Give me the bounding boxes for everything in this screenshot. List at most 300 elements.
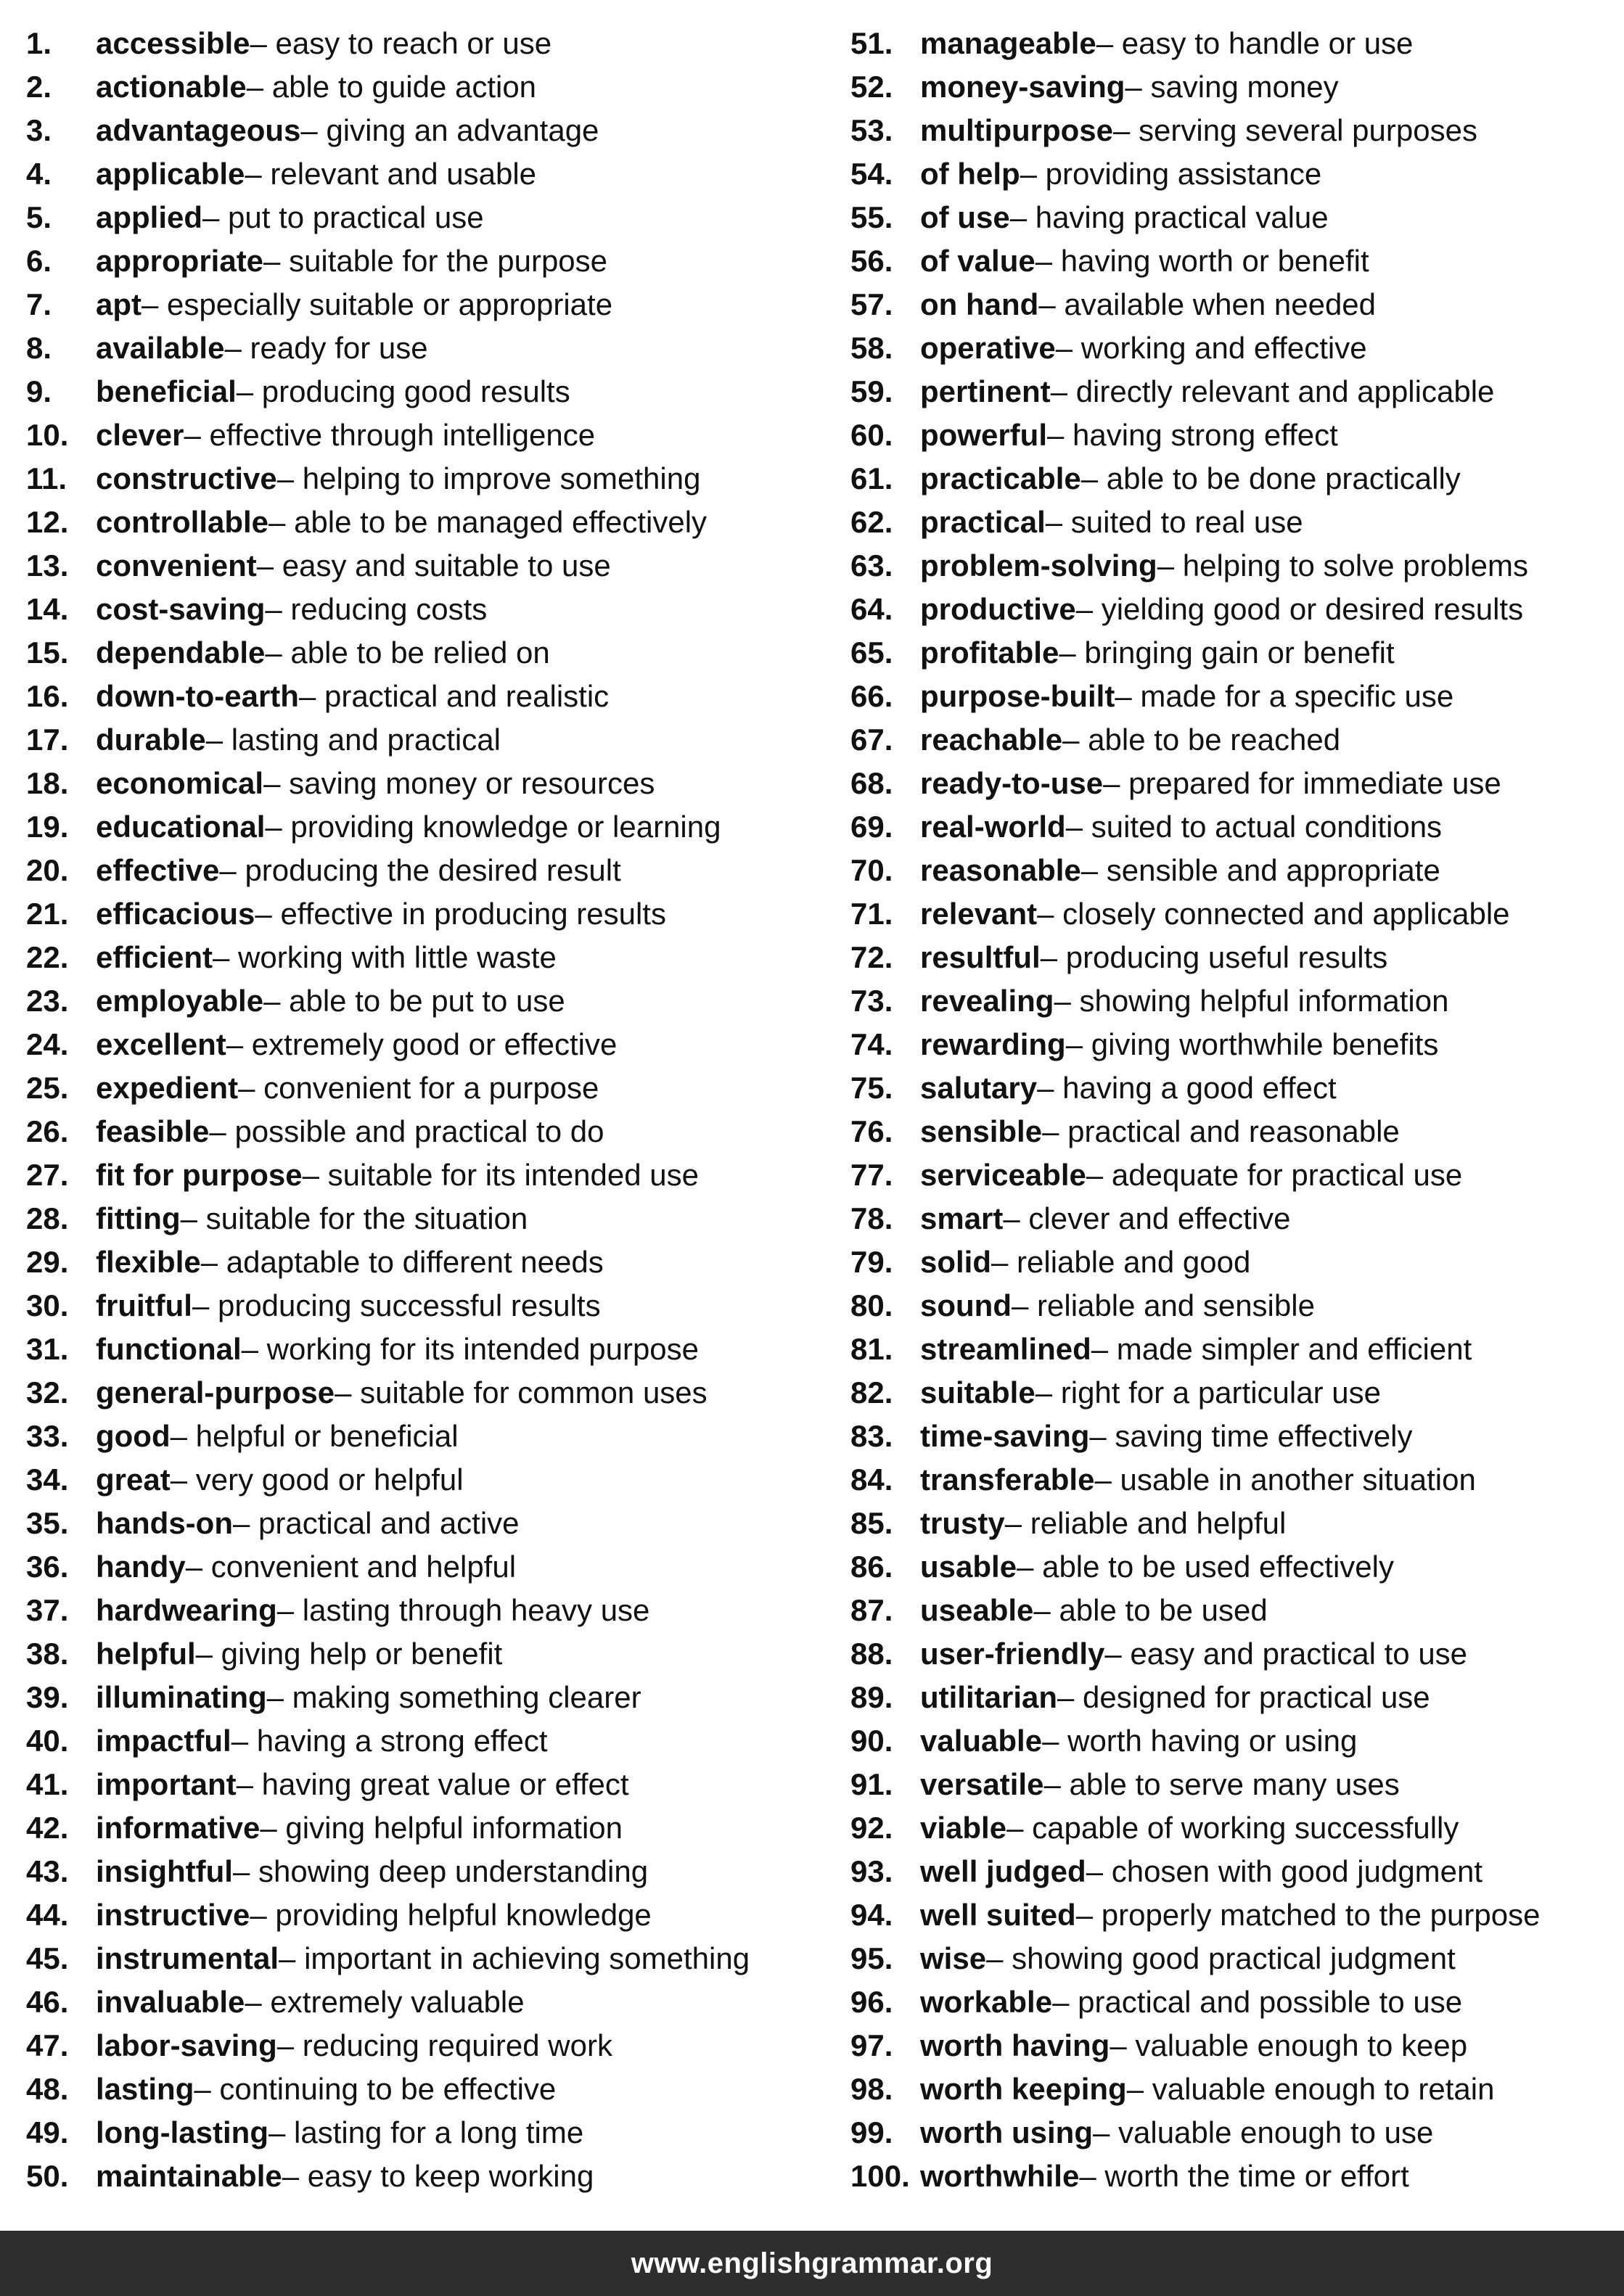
list-item-number: 74.: [850, 1027, 893, 1061]
list-item: [850, 370, 1624, 413]
list-item-number: 88.: [850, 1637, 893, 1671]
list-item-definition: – giving worthwhile benefits: [1065, 1027, 1439, 1061]
list-item-term: insightful: [96, 1854, 233, 1888]
list-item: [850, 1240, 1624, 1284]
word-list: [0, 22, 1624, 2198]
list-item-definition: – reducing required work: [276, 2028, 612, 2062]
list-item-number: 47.: [26, 2028, 69, 2062]
list-item-number: 39.: [26, 1680, 69, 1714]
list-item-term: fitting: [96, 1201, 181, 1235]
list-item: [26, 196, 832, 239]
list-item-number: 100.: [850, 2159, 910, 2193]
list-item-term: multipurpose: [920, 113, 1114, 147]
list-item: [850, 196, 1624, 239]
list-item: [850, 1545, 1624, 1589]
list-item-number: 51.: [850, 26, 893, 60]
list-item-term: handy: [96, 1550, 186, 1584]
list-item-definition: – continuing to be effective: [194, 2072, 557, 2106]
list-item-number: 50.: [26, 2159, 69, 2193]
list-item-number: 90.: [850, 1724, 893, 1758]
list-item: [850, 1023, 1624, 1066]
list-item: [26, 326, 832, 370]
list-item-number: 48.: [26, 2072, 69, 2106]
list-item-definition: – able to be done practically: [1080, 461, 1461, 495]
list-item-definition: – having worth or benefit: [1035, 244, 1369, 278]
list-item: [26, 1371, 832, 1415]
list-item-number: 53.: [850, 113, 893, 147]
list-item-term: of value: [920, 244, 1035, 278]
list-item-term: sensible: [920, 1114, 1043, 1148]
list-item-definition: – sensible and appropriate: [1080, 853, 1440, 887]
list-item: [850, 109, 1624, 152]
list-item: [26, 1066, 832, 1110]
list-item: [850, 1763, 1624, 1806]
list-item-term: of use: [920, 200, 1010, 234]
list-item-definition: – suitable for the situation: [180, 1201, 528, 1235]
list-item: [850, 152, 1624, 196]
list-item-number: 95.: [850, 1941, 893, 1975]
list-item-number: 20.: [26, 853, 69, 887]
list-item: [26, 1719, 832, 1763]
list-item-term: fruitful: [96, 1288, 192, 1322]
list-item-term: transferable: [920, 1462, 1095, 1497]
list-item-term: great: [96, 1462, 171, 1497]
list-item-number: 31.: [26, 1332, 69, 1366]
list-item: [850, 544, 1624, 588]
list-item: [26, 457, 832, 501]
list-item: [26, 1328, 832, 1371]
list-item-term: fit for purpose: [96, 1158, 303, 1192]
list-item-term: sound: [920, 1288, 1012, 1322]
list-item: [850, 892, 1624, 936]
list-item-number: 37.: [26, 1593, 69, 1627]
list-item: [26, 1763, 832, 1806]
list-item-definition: – adaptable to different needs: [200, 1245, 604, 1279]
list-item-number: 21.: [26, 897, 69, 931]
list-item-number: 6.: [26, 244, 52, 278]
list-item-definition: – directly relevant and applicable: [1050, 374, 1495, 408]
list-item-term: employable: [96, 984, 264, 1018]
list-item-number: 73.: [850, 984, 893, 1018]
list-item-definition: – able to be used effectively: [1017, 1550, 1394, 1584]
list-item-number: 65.: [850, 635, 893, 670]
list-item: [850, 2111, 1624, 2155]
list-item-number: 36.: [26, 1550, 69, 1584]
list-item: [26, 2024, 832, 2067]
list-item-number: 34.: [26, 1462, 69, 1497]
list-item-definition: – showing helpful information: [1054, 984, 1449, 1018]
list-item-definition: – practical and active: [232, 1506, 520, 1540]
list-item-term: versatile: [920, 1767, 1044, 1801]
list-item-number: 76.: [850, 1114, 893, 1148]
list-item: [26, 1893, 832, 1937]
list-item-definition: – practical and realistic: [298, 679, 610, 713]
list-item: [850, 1371, 1624, 1415]
list-item-number: 85.: [850, 1506, 893, 1540]
list-item-number: 25.: [26, 1071, 69, 1105]
list-item-term: down-to-earth: [96, 679, 299, 713]
list-item-definition: – convenient for a purpose: [238, 1071, 599, 1105]
list-item-number: 87.: [850, 1593, 893, 1627]
list-item-definition: – chosen with good judgment: [1086, 1854, 1483, 1888]
list-item: [26, 892, 832, 936]
list-item-number: 66.: [850, 679, 893, 713]
list-item: [850, 1589, 1624, 1632]
list-item-number: 61.: [850, 461, 893, 495]
list-item: [850, 283, 1624, 326]
list-item-definition: – able to serve many uses: [1043, 1767, 1400, 1801]
list-item: [850, 1284, 1624, 1328]
list-item-number: 8.: [26, 331, 52, 365]
list-item: [850, 762, 1624, 805]
list-item-term: effective: [96, 853, 220, 887]
list-item-definition: – prepared for immediate use: [1103, 766, 1501, 800]
list-item: [850, 1153, 1624, 1197]
list-item-term: productive: [920, 592, 1076, 626]
list-item-term: real-world: [920, 810, 1066, 844]
list-item: [26, 2111, 832, 2155]
list-item-definition: – valuable enough to use: [1092, 2115, 1434, 2149]
list-item-term: efficacious: [96, 897, 255, 931]
list-item: [26, 1197, 832, 1240]
list-item: [26, 849, 832, 892]
list-item: [850, 1502, 1624, 1545]
list-item: [26, 501, 832, 544]
list-item-definition: – making something clearer: [266, 1680, 641, 1714]
list-item: [850, 1676, 1624, 1719]
list-item-term: operative: [920, 331, 1056, 365]
list-item-definition: – having practical value: [1009, 200, 1329, 234]
list-item-term: useable: [920, 1593, 1034, 1627]
list-item-definition: – extremely valuable: [245, 1985, 525, 2019]
list-item-number: 52.: [850, 70, 893, 104]
list-item: [26, 1632, 832, 1676]
list-item: [26, 979, 832, 1023]
list-item-number: 64.: [850, 592, 893, 626]
list-item-number: 94.: [850, 1898, 893, 1932]
list-item-definition: – able to be managed effectively: [268, 505, 708, 539]
list-item-term: trusty: [920, 1506, 1005, 1540]
list-item-definition: – able to be reached: [1062, 723, 1341, 757]
list-item: [26, 370, 832, 413]
list-item-definition: – reliable and sensible: [1011, 1288, 1315, 1322]
list-item-term: powerful: [920, 418, 1047, 452]
list-item: [850, 1328, 1624, 1371]
list-item-number: 69.: [850, 810, 893, 844]
list-item-definition: – lasting for a long time: [268, 2115, 584, 2149]
list-item-number: 49.: [26, 2115, 69, 2149]
list-item-definition: – effective in producing results: [255, 897, 666, 931]
list-item-term: time-saving: [920, 1419, 1090, 1453]
list-item-definition: – worth the time or effort: [1079, 2159, 1409, 2193]
list-item-definition: – worth having or using: [1042, 1724, 1358, 1758]
list-item: [26, 762, 832, 805]
list-item-number: 18.: [26, 766, 69, 800]
list-item: [850, 2067, 1624, 2111]
list-item: [26, 1850, 832, 1893]
list-item-number: 80.: [850, 1288, 893, 1322]
list-item: [850, 501, 1624, 544]
list-item-number: 72.: [850, 940, 893, 974]
list-item-term: utilitarian: [920, 1680, 1058, 1714]
list-item-term: important: [96, 1767, 237, 1801]
list-item-definition: – yielding good or desired results: [1075, 592, 1524, 626]
list-item-term: practical: [920, 505, 1046, 539]
list-item-number: 45.: [26, 1941, 69, 1975]
list-item-number: 10.: [26, 418, 69, 452]
list-item: [850, 413, 1624, 457]
list-item: [850, 22, 1624, 65]
list-item: [26, 1023, 832, 1066]
list-item-definition: – producing good results: [236, 374, 570, 408]
list-item-definition: – suited to real use: [1045, 505, 1303, 539]
list-item-number: 70.: [850, 853, 893, 887]
list-item: [26, 1110, 832, 1153]
list-item-number: 11.: [26, 461, 67, 495]
list-item: [850, 675, 1624, 718]
list-item-number: 42.: [26, 1811, 69, 1845]
list-item-number: 84.: [850, 1462, 893, 1497]
list-item-term: streamlined: [920, 1332, 1091, 1366]
list-item-number: 91.: [850, 1767, 893, 1801]
list-item: [26, 22, 832, 65]
list-item: [26, 1545, 832, 1589]
list-item-term: usable: [920, 1550, 1017, 1584]
list-item-definition: – serving several purposes: [1113, 113, 1477, 147]
list-item-definition: – producing useful results: [1040, 940, 1388, 974]
list-item-term: lasting: [96, 2072, 194, 2106]
list-item-number: 78.: [850, 1201, 893, 1235]
list-item-number: 43.: [26, 1854, 69, 1888]
list-item-number: 12.: [26, 505, 69, 539]
list-item-term: relevant: [920, 897, 1038, 931]
list-item-term: beneficial: [96, 374, 237, 408]
list-item-number: 29.: [26, 1245, 69, 1279]
list-item-number: 16.: [26, 679, 69, 713]
list-item-number: 40.: [26, 1724, 69, 1758]
list-item-number: 62.: [850, 505, 893, 539]
list-item: [850, 2024, 1624, 2067]
list-item-definition: – saving money: [1125, 70, 1339, 104]
list-item-term: feasible: [96, 1114, 210, 1148]
list-item-number: 41.: [26, 1767, 69, 1801]
list-item: [850, 1850, 1624, 1893]
list-item-term: good: [96, 1419, 171, 1453]
footer-bar: [0, 2231, 1624, 2296]
list-item-number: 98.: [850, 2072, 893, 2106]
list-item-term: revealing: [920, 984, 1054, 1018]
list-item-term: rewarding: [920, 1027, 1066, 1061]
list-item: [26, 239, 832, 283]
list-item-definition: – able to be used: [1033, 1593, 1268, 1627]
list-item: [26, 718, 832, 762]
list-item-term: solid: [920, 1245, 992, 1279]
list-item-definition: – bringing gain or benefit: [1059, 635, 1395, 670]
list-item-number: 1.: [26, 26, 52, 60]
list-item-number: 44.: [26, 1898, 69, 1932]
list-item-number: 97.: [850, 2028, 893, 2062]
list-item-number: 79.: [850, 1245, 893, 1279]
list-item-term: well judged: [920, 1854, 1086, 1888]
list-item-term: viable: [920, 1811, 1007, 1845]
list-item-term: serviceable: [920, 1158, 1086, 1192]
list-item-number: 30.: [26, 1288, 69, 1322]
list-item-definition: – especially suitable or appropriate: [142, 287, 613, 321]
list-item-term: worth having: [920, 2028, 1110, 2062]
list-item: [26, 1589, 832, 1632]
list-item-definition: – available when needed: [1038, 287, 1377, 321]
list-item: [850, 718, 1624, 762]
list-item: [26, 109, 832, 152]
list-item-number: 28.: [26, 1201, 69, 1235]
list-item-term: controllable: [96, 505, 269, 539]
list-item-number: 86.: [850, 1550, 893, 1584]
list-item-number: 23.: [26, 984, 69, 1018]
list-item-number: 60.: [850, 418, 893, 452]
list-item: [850, 588, 1624, 631]
list-item-definition: – working and effective: [1055, 331, 1367, 365]
list-item: [26, 283, 832, 326]
list-item-definition: – practical and reasonable: [1042, 1114, 1400, 1148]
list-item: [850, 65, 1624, 109]
list-item-term: appropriate: [96, 244, 264, 278]
list-item-definition: – right for a particular use: [1035, 1375, 1381, 1410]
list-item-definition: – showing deep understanding: [232, 1854, 649, 1888]
list-item-term: instrumental: [96, 1941, 279, 1975]
list-item: [850, 2155, 1624, 2198]
list-item-definition: – closely connected and applicable: [1037, 897, 1510, 931]
list-item: [26, 588, 832, 631]
list-item-term: flexible: [96, 1245, 201, 1279]
list-item-number: 24.: [26, 1027, 69, 1061]
list-item-term: hardwearing: [96, 1593, 277, 1627]
list-item-definition: – saving money or resources: [263, 766, 655, 800]
list-item-definition: – reliable and helpful: [1004, 1506, 1287, 1540]
list-item: [850, 457, 1624, 501]
list-item-definition: – working with little waste: [213, 940, 557, 974]
list-item-number: 26.: [26, 1114, 69, 1148]
list-item-definition: – suited to actual conditions: [1065, 810, 1443, 844]
list-item-number: 58.: [850, 331, 893, 365]
list-item: [850, 1197, 1624, 1240]
list-item-definition: – adequate for practical use: [1086, 1158, 1463, 1192]
list-item-term: wise: [920, 1941, 987, 1975]
list-item-definition: – convenient and helpful: [185, 1550, 517, 1584]
list-item-term: labor-saving: [96, 2028, 277, 2062]
list-item-number: 54.: [850, 157, 893, 191]
footer-website-url: www.englishgrammar.org: [631, 2247, 993, 2279]
list-item-term: salutary: [920, 1071, 1038, 1105]
list-item-term: accessible: [96, 26, 250, 60]
list-item: [850, 1066, 1624, 1110]
list-item-definition: – suitable for its intended use: [302, 1158, 700, 1192]
list-item-definition: – having great value or effect: [236, 1767, 629, 1801]
list-item-definition: – having strong effect: [1047, 418, 1338, 452]
list-item: [26, 1458, 832, 1502]
word-list-column-left: [26, 22, 832, 2198]
list-item-definition: – helping to solve problems: [1157, 548, 1529, 583]
list-item-number: 22.: [26, 940, 69, 974]
list-item-number: 13.: [26, 548, 69, 583]
list-item-number: 63.: [850, 548, 893, 583]
list-item-definition: – possible and practical to do: [209, 1114, 604, 1148]
list-item-number: 56.: [850, 244, 893, 278]
list-item-definition: – helpful or beneficial: [170, 1419, 459, 1453]
list-item-definition: – easy to handle or use: [1096, 26, 1414, 60]
list-item-definition: – valuable enough to retain: [1126, 2072, 1495, 2106]
list-item-term: profitable: [920, 635, 1059, 670]
list-item-definition: – able to guide action: [246, 70, 537, 104]
list-item-term: ready-to-use: [920, 766, 1104, 800]
word-list-column-right: [850, 22, 1624, 2198]
list-item-definition: – suitable for common uses: [335, 1375, 708, 1410]
list-item-definition: – reliable and good: [991, 1245, 1251, 1279]
list-item-number: 68.: [850, 766, 893, 800]
list-item-number: 32.: [26, 1375, 69, 1410]
list-item-definition: – able to be relied on: [265, 635, 550, 670]
list-item: [26, 2067, 832, 2111]
list-item-term: manageable: [920, 26, 1096, 60]
list-item-number: 33.: [26, 1419, 69, 1453]
list-item: [26, 805, 832, 849]
list-item-definition: – giving help or benefit: [195, 1637, 503, 1671]
list-item: [26, 413, 832, 457]
list-item-definition: – giving helpful information: [260, 1811, 623, 1845]
list-item-definition: – made simpler and efficient: [1091, 1332, 1472, 1366]
list-item-term: workable: [920, 1985, 1053, 2019]
list-item-definition: – extremely good or effective: [226, 1027, 618, 1061]
list-item: [850, 326, 1624, 370]
list-item-definition: – suitable for the purpose: [263, 244, 608, 278]
list-item-number: 14.: [26, 592, 69, 626]
list-item-term: on hand: [920, 287, 1039, 321]
list-item-number: 55.: [850, 200, 893, 234]
list-item: [850, 1719, 1624, 1763]
list-item-term: applicable: [96, 157, 245, 191]
list-item-number: 59.: [850, 374, 893, 408]
list-item-term: informative: [96, 1811, 261, 1845]
list-item-definition: – designed for practical use: [1057, 1680, 1430, 1714]
list-item-term: hands-on: [96, 1506, 233, 1540]
list-item-definition: – easy to keep working: [282, 2159, 594, 2193]
list-item-definition: – giving an advantage: [300, 113, 599, 147]
list-item-term: excellent: [96, 1027, 226, 1061]
list-item: [26, 1415, 832, 1458]
list-item-term: practicable: [920, 461, 1081, 495]
list-item-number: 71.: [850, 897, 893, 931]
list-item-definition: – ready for use: [224, 331, 428, 365]
list-item: [26, 936, 832, 979]
list-item-term: purpose-built: [920, 679, 1115, 713]
list-item-number: 83.: [850, 1419, 893, 1453]
list-item-number: 3.: [26, 113, 52, 147]
list-item-definition: – saving time effectively: [1089, 1419, 1413, 1453]
list-item-definition: – showing good practical judgment: [986, 1941, 1456, 1975]
list-item: [26, 1240, 832, 1284]
list-item-term: advantageous: [96, 113, 301, 147]
list-item-term: problem-solving: [920, 548, 1157, 583]
list-item-term: maintainable: [96, 2159, 282, 2193]
list-item-definition: – producing the desired result: [219, 853, 621, 887]
list-item-number: 2.: [26, 70, 52, 104]
list-item: [26, 1980, 832, 2024]
list-item-definition: – clever and effective: [1003, 1201, 1291, 1235]
list-item-term: instructive: [96, 1898, 250, 1932]
list-item-number: 17.: [26, 723, 69, 757]
list-item: [26, 544, 832, 588]
list-item-number: 57.: [850, 287, 893, 321]
list-item: [850, 805, 1624, 849]
